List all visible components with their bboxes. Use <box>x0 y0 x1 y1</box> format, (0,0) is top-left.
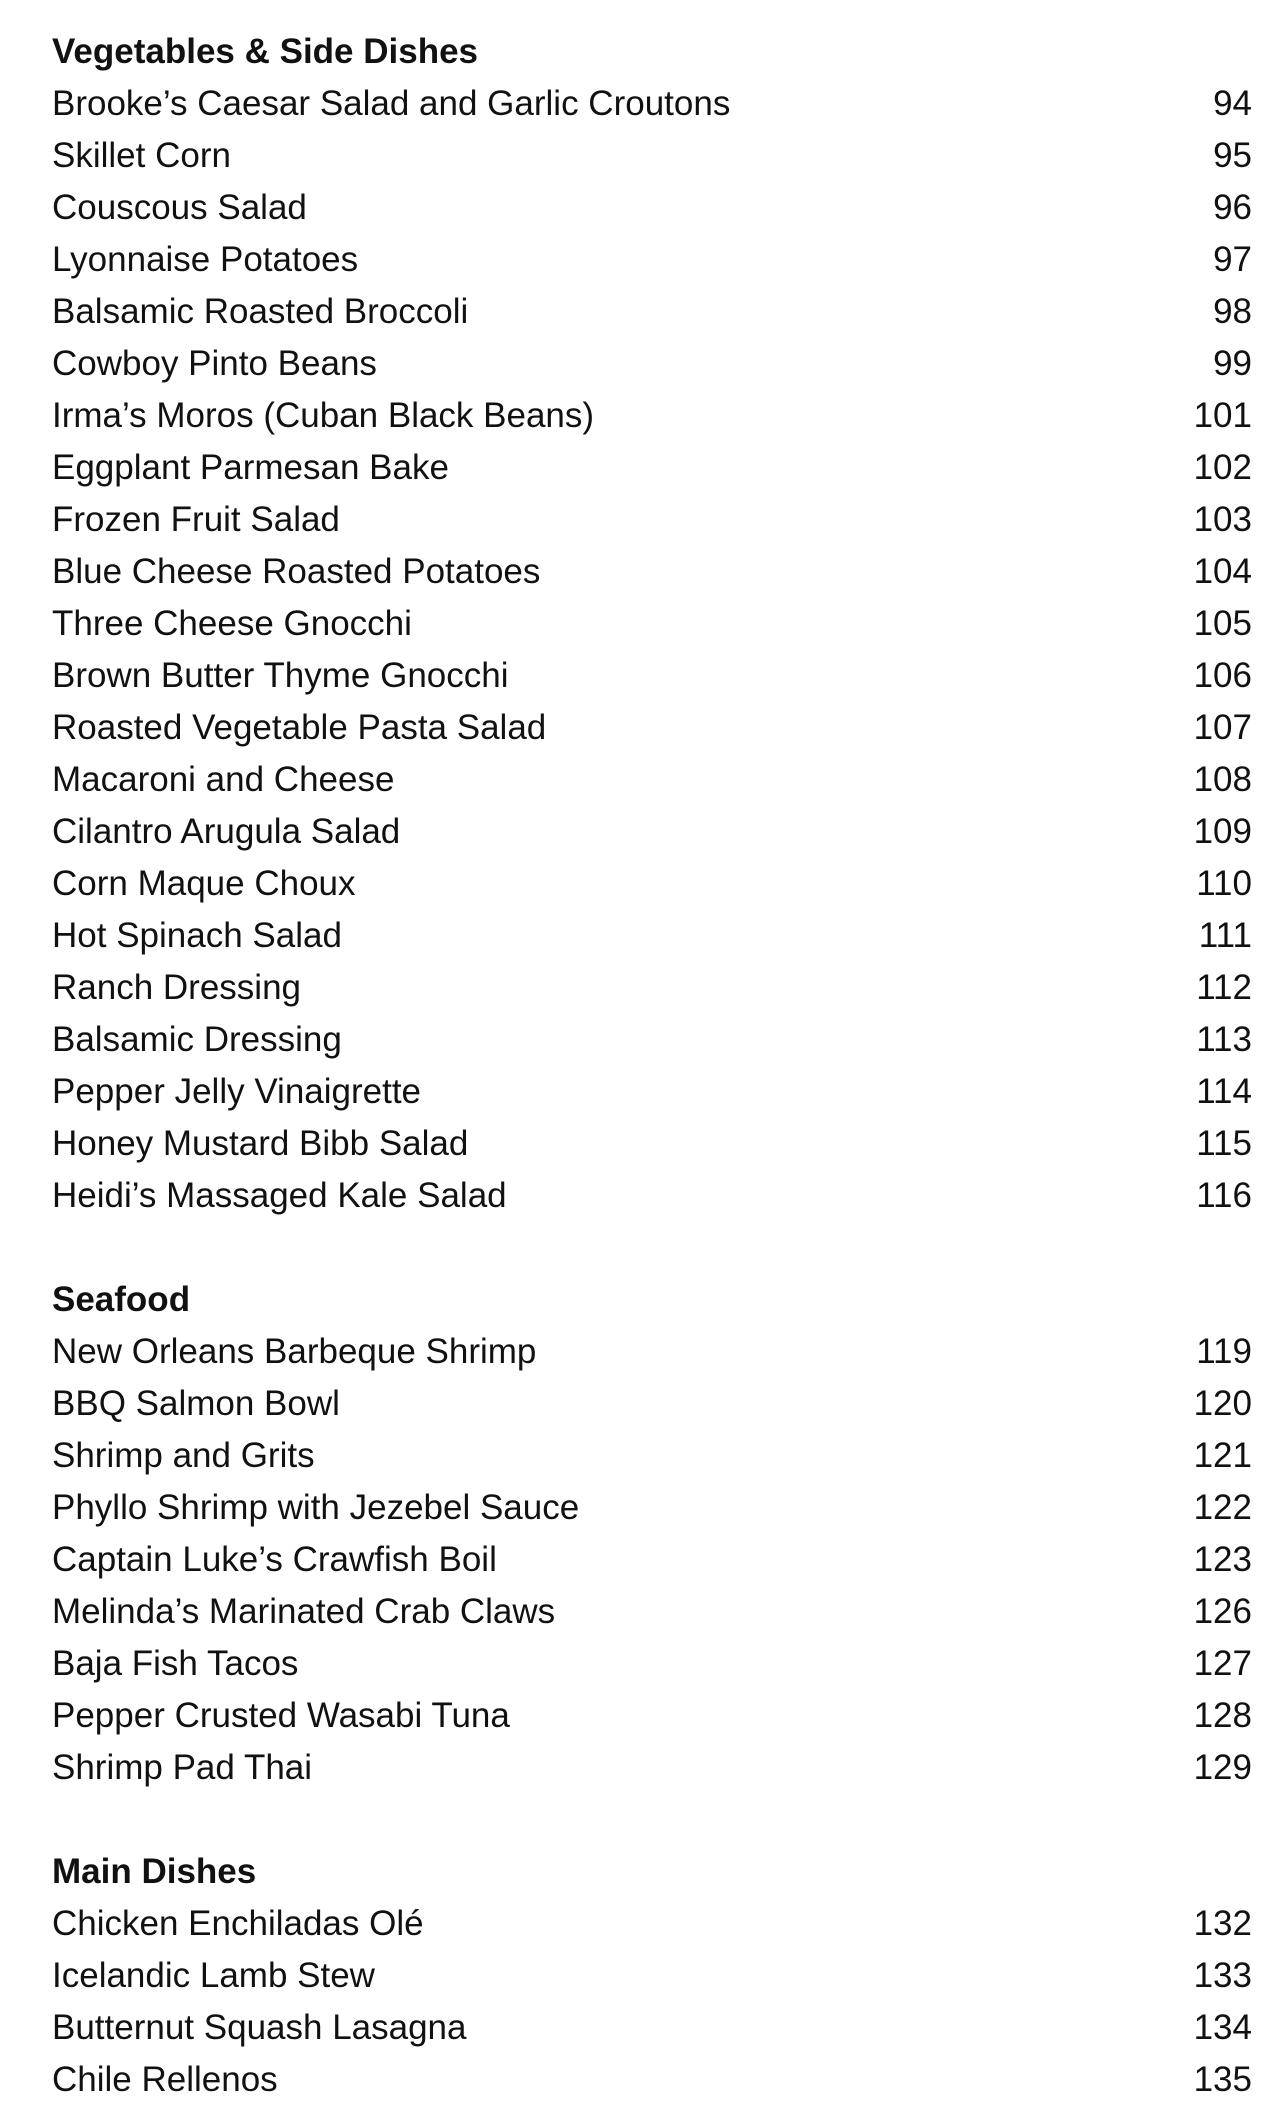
recipe-title: Cowboy Pinto Beans <box>52 344 377 383</box>
page-number: 103 <box>1193 500 1252 539</box>
toc-entry <box>52 338 1252 390</box>
recipe-title: Lyonnaise Potatoes <box>52 240 359 279</box>
toc-entry <box>52 78 1252 130</box>
page-number: 104 <box>1193 552 1252 591</box>
toc-entry <box>52 858 1252 910</box>
recipe-title: Irma’s Moros (Cuban Black Beans) <box>52 396 595 435</box>
recipe-title: Ranch Dressing <box>52 968 301 1007</box>
section-heading: Main Dishes <box>52 1852 257 1891</box>
table-of-contents <box>52 26 1252 2106</box>
page-number: 114 <box>1196 1072 1252 1111</box>
recipe-title: Honey Mustard Bibb Salad <box>52 1124 469 1163</box>
toc-entry <box>52 1118 1252 1170</box>
page-number: 129 <box>1193 1748 1252 1787</box>
toc-entry <box>52 598 1252 650</box>
toc-entry <box>52 2002 1252 2054</box>
recipe-title: Brown Butter Thyme Gnocchi <box>52 656 509 695</box>
recipe-title: Balsamic Roasted Broccoli <box>52 292 469 331</box>
page-number: 97 <box>1213 240 1252 279</box>
toc-entry <box>52 962 1252 1014</box>
page-number: 128 <box>1193 1696 1252 1735</box>
toc-entry <box>52 546 1252 598</box>
recipe-title: Pepper Jelly Vinaigrette <box>52 1072 422 1111</box>
toc-entry <box>52 2054 1252 2106</box>
toc-entry <box>52 702 1252 754</box>
toc-entry <box>52 1898 1252 1950</box>
toc-entry <box>52 1170 1252 1222</box>
page-number: 108 <box>1193 760 1252 799</box>
toc-entry <box>52 1014 1252 1066</box>
toc-entry <box>52 1950 1252 2002</box>
recipe-title: Couscous Salad <box>52 188 307 227</box>
recipe-title: Heidi’s Massaged Kale Salad <box>52 1176 507 1215</box>
page-number: 122 <box>1193 1488 1252 1527</box>
recipe-title: Corn Maque Choux <box>52 864 356 903</box>
page-number: 116 <box>1196 1176 1252 1215</box>
page-number: 96 <box>1213 188 1252 227</box>
recipe-title: Roasted Vegetable Pasta Salad <box>52 708 547 747</box>
recipe-title: Macaroni and Cheese <box>52 760 395 799</box>
page-number: 105 <box>1193 604 1252 643</box>
toc-section <box>52 26 1252 1222</box>
toc-entry <box>52 1066 1252 1118</box>
toc-entry <box>52 1482 1252 1534</box>
toc-section <box>52 1274 1252 1794</box>
page-number: 113 <box>1196 1020 1252 1059</box>
page-number: 94 <box>1213 84 1252 123</box>
toc-entry <box>52 1690 1252 1742</box>
toc-entry <box>52 1586 1252 1638</box>
recipe-title: Frozen Fruit Salad <box>52 500 340 539</box>
recipe-title: Brooke’s Caesar Salad and Garlic Croutons <box>52 84 731 123</box>
toc-entry <box>52 494 1252 546</box>
page-number: 98 <box>1213 292 1252 331</box>
toc-entry <box>52 1742 1252 1794</box>
recipe-title: Shrimp Pad Thai <box>52 1748 313 1787</box>
recipe-title: Three Cheese Gnocchi <box>52 604 412 643</box>
page-number: 115 <box>1196 1124 1252 1163</box>
recipe-title: Icelandic Lamb Stew <box>52 1956 375 1995</box>
page-number: 95 <box>1213 136 1252 175</box>
recipe-title: Phyllo Shrimp with Jezebel Sauce <box>52 1488 580 1527</box>
page-number: 133 <box>1193 1956 1252 1995</box>
recipe-title: Balsamic Dressing <box>52 1020 342 1059</box>
page-number: 134 <box>1193 2008 1252 2047</box>
page-number: 132 <box>1193 1904 1252 1943</box>
recipe-title: Hot Spinach Salad <box>52 916 342 955</box>
page-number: 109 <box>1193 812 1252 851</box>
page-number: 126 <box>1193 1592 1252 1631</box>
recipe-title: New Orleans Barbeque Shrimp <box>52 1332 537 1371</box>
toc-entry <box>52 286 1252 338</box>
toc-entry <box>52 390 1252 442</box>
page-number: 119 <box>1196 1332 1252 1371</box>
recipe-title: Shrimp and Grits <box>52 1436 315 1475</box>
recipe-title: Chile Rellenos <box>52 2060 278 2099</box>
toc-entry <box>52 182 1252 234</box>
toc-entry <box>52 1638 1252 1690</box>
section-heading: Seafood <box>52 1280 191 1319</box>
page-number: 99 <box>1213 344 1252 383</box>
page-number: 101 <box>1193 396 1252 435</box>
recipe-title: Chicken Enchiladas Olé <box>52 1904 424 1943</box>
page-number: 107 <box>1193 708 1252 747</box>
page-number: 106 <box>1193 656 1252 695</box>
page-number: 102 <box>1193 448 1252 487</box>
page-number: 135 <box>1193 2060 1252 2099</box>
page-number: 127 <box>1193 1644 1252 1683</box>
toc-entry <box>52 442 1252 494</box>
page-number: 112 <box>1196 968 1252 1007</box>
toc-entry <box>52 234 1252 286</box>
toc-entry <box>52 1326 1252 1378</box>
toc-entry <box>52 130 1252 182</box>
recipe-title: Cilantro Arugula Salad <box>52 812 401 851</box>
recipe-title: BBQ Salmon Bowl <box>52 1384 340 1423</box>
page-number: 121 <box>1193 1436 1252 1475</box>
page-number: 120 <box>1193 1384 1252 1423</box>
toc-entry <box>52 1430 1252 1482</box>
recipe-title: Pepper Crusted Wasabi Tuna <box>52 1696 510 1735</box>
page-number: 110 <box>1196 864 1252 903</box>
toc-entry <box>52 1534 1252 1586</box>
recipe-title: Eggplant Parmesan Bake <box>52 448 449 487</box>
toc-entry <box>52 650 1252 702</box>
toc-entry <box>52 910 1252 962</box>
section-heading: Vegetables & Side Dishes <box>52 32 479 71</box>
toc-entry <box>52 754 1252 806</box>
recipe-title: Baja Fish Tacos <box>52 1644 299 1683</box>
page-number: 123 <box>1193 1540 1252 1579</box>
recipe-title: Butternut Squash Lasagna <box>52 2008 467 2047</box>
recipe-title: Melinda’s Marinated Crab Claws <box>52 1592 556 1631</box>
recipe-title: Captain Luke’s Crawfish Boil <box>52 1540 497 1579</box>
recipe-title: Skillet Corn <box>52 136 231 175</box>
toc-section <box>52 1846 1252 2106</box>
page-number: 111 <box>1198 916 1252 955</box>
recipe-title: Blue Cheese Roasted Potatoes <box>52 552 541 591</box>
toc-entry <box>52 806 1252 858</box>
toc-entry <box>52 1378 1252 1430</box>
